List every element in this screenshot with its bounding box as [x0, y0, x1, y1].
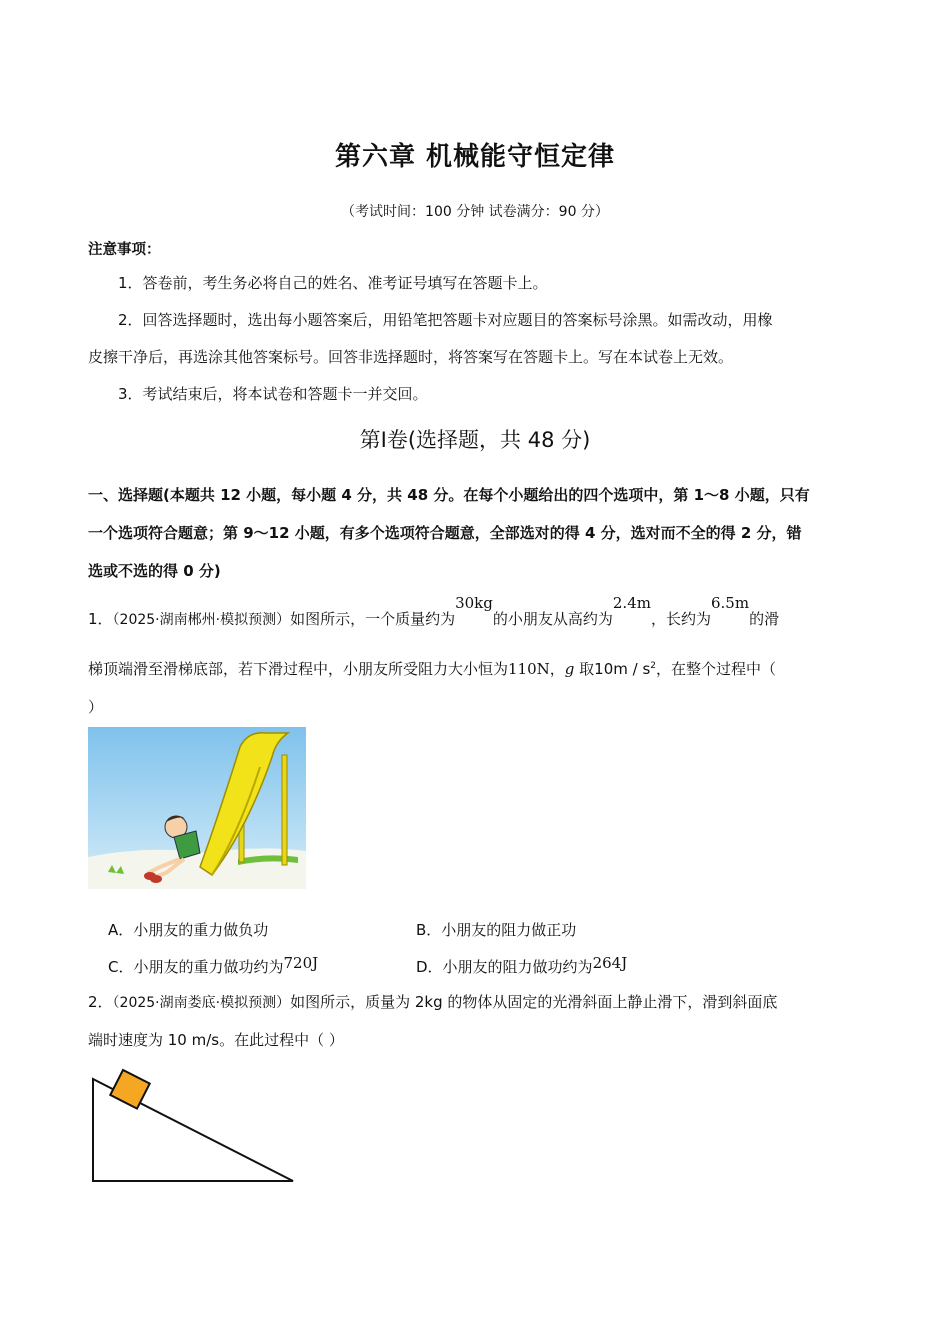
force-value: 110N	[508, 660, 550, 678]
question-text: 的滑	[749, 610, 780, 628]
question-text: 如图所示，质量为 2kg 的物体从固定的光滑斜面上静止滑下，滑到斜面底	[290, 993, 778, 1011]
question-source: （2025·湖南娄底·模拟预测）	[112, 995, 291, 1011]
question-2-line1	[88, 991, 777, 1012]
section-intro-line3: 选或不选的得 0 分)	[88, 562, 221, 580]
notice-item-2-line2: 皮擦干净后，再选涂其他答案标号。回答非选择题时，将答案写在答题卡上。写在本试卷上无效。	[88, 348, 734, 366]
question-text: 的小朋友从高约为	[492, 610, 613, 628]
question-source: （2025·湖南郴州·模拟预测）	[112, 612, 291, 628]
page-title: 第六章 机械能守恒定律	[334, 142, 616, 172]
question-number: 1．	[88, 610, 113, 628]
option-text: D．小朋友的阻力做功约为	[416, 958, 593, 976]
question-1-line2	[88, 658, 776, 679]
question-text: 取10m / s	[574, 660, 651, 678]
mass-value: 30kg	[455, 594, 493, 612]
option-text: C．小朋友的重力做功约为	[108, 958, 284, 976]
question-1-line1	[88, 594, 780, 629]
section-intro-line2: 一个选项符合题意；第 9～12 小题，有多个选项符合题意，全部选对的得 4 分，选对而不全的得 2 分，错	[88, 524, 802, 542]
child-shoe	[150, 875, 162, 883]
option-c[interactable]	[108, 956, 318, 977]
question-text: 如图所示，一个质量约为	[290, 610, 456, 628]
question-text: ，	[549, 660, 565, 678]
section-intro-line1: 一、选择题(本题共 12 小题，每小题 4 分，共 48 分。在每个小题给出的四个选项中，第 1～8 小题，只有	[88, 486, 810, 504]
g-symbol: g	[564, 660, 575, 678]
notice-item-1: 1．答卷前，考生务必将自己的姓名、准考证号填写在答题卡上。	[118, 274, 548, 292]
height-value: 2.4m	[612, 594, 651, 612]
exam-info: （考试时间：100 分钟 试卷满分：90 分）	[341, 204, 609, 220]
incline-diagram	[88, 1064, 300, 1188]
option-a[interactable]: A．小朋友的重力做负功	[108, 921, 269, 939]
question-text: 梯顶端滑至滑梯底部，若下滑过程中，小朋友所受阻力大小恒为	[88, 660, 509, 678]
slide-illustration	[88, 727, 306, 889]
notice-item-2-line1: 2．回答选择题时，选出每小题答案后，用铅笔把答题卡对应题目的答案标号涂黑。如需改动，用橡	[118, 311, 773, 329]
notice-heading: 注意事项：	[88, 242, 161, 258]
option-value: 720J	[283, 954, 319, 972]
section-title: 第Ⅰ卷(选择题，共 48 分)	[359, 428, 591, 452]
question-number: 2．	[88, 993, 113, 1011]
option-d[interactable]	[416, 956, 627, 977]
option-value: 264J	[592, 954, 628, 972]
question-text: ，在整个过程中（	[656, 660, 777, 678]
question-text: ，长约为	[650, 610, 711, 628]
sliding-block	[110, 1070, 149, 1109]
option-b[interactable]: B．小朋友的阻力做正功	[416, 921, 577, 939]
exponent: 2	[650, 661, 657, 671]
slide-post-right	[282, 755, 287, 865]
question-2-line2: 端时速度为 10 m/s。在此过程中（ ）	[88, 1031, 344, 1049]
length-value: 6.5m	[711, 594, 750, 612]
notice-item-3: 3．考试结束后，将本试卷和答题卡一并交回。	[118, 385, 428, 403]
question-1-line3: ）	[88, 698, 104, 716]
